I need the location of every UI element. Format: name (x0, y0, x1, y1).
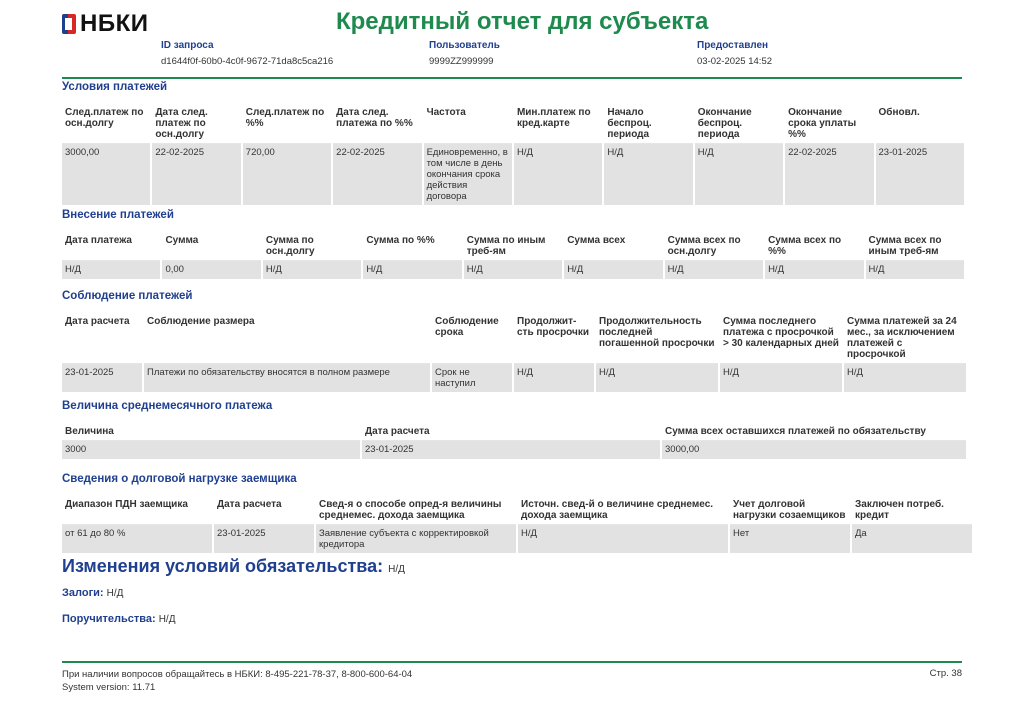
table-cell: Н/Д (695, 144, 783, 205)
column-header: Величина (62, 423, 360, 441)
page-title: Кредитный отчет для субъекта (336, 8, 709, 35)
column-header: Дата расчета (62, 313, 142, 364)
guarantees-label: Поручительства: (62, 613, 156, 625)
table-cell: Н/Д (866, 261, 965, 279)
table-cell: от 61 до 80 % (62, 525, 212, 553)
table-header-row (62, 232, 964, 261)
table-cell: Н/Д (514, 364, 594, 392)
column-header: Частота (424, 104, 512, 144)
table-cell: 22-02-2025 (785, 144, 873, 205)
request-id-value: d1644f0f-60b0-4c0f-9672-71da8c5ca216 (161, 56, 334, 67)
column-header: Диапазон ПДН заемщика (62, 496, 212, 525)
request-id-label: ID запроса (161, 40, 214, 51)
table-cell: 3000,00 (662, 441, 966, 459)
column-header: Продолжительность последней погашенной просрочки (596, 313, 718, 364)
payment-terms-table (60, 104, 966, 205)
table-cell: Н/Д (596, 364, 718, 392)
footer-version: System version: 11.71 (62, 682, 156, 693)
column-header: Сумма по осн.долгу (263, 232, 361, 261)
column-header: Сумма по иным треб-ям (464, 232, 562, 261)
column-header: Дата след. платежа по %% (333, 104, 421, 144)
nbki-logo-icon (62, 14, 76, 34)
payments-made-table (60, 232, 966, 279)
compliance-title: Соблюдение платежей (62, 290, 193, 302)
guarantees-row (62, 613, 175, 625)
user-label: Пользователь (429, 40, 500, 51)
logo-text: НБКИ (80, 10, 149, 37)
table-cell: 3000,00 (62, 144, 150, 205)
payment-terms-title: Условия платежей (62, 81, 168, 93)
table-header-row (62, 313, 966, 364)
column-header: Сумма всех по иным треб-ям (866, 232, 965, 261)
changes-heading (62, 556, 405, 577)
table-cell: Единовременно, в том числе в день окончания срока действия договора (424, 144, 512, 205)
column-header: Обновл. (876, 104, 964, 144)
table-row (62, 261, 964, 279)
table-header-row (62, 496, 972, 525)
column-header: Продолжит-сть просрочки (514, 313, 594, 364)
table-row (62, 144, 964, 205)
table-cell: Н/Д (844, 364, 966, 392)
column-header: Окончание беспроц. периода (695, 104, 783, 144)
column-header: Дата платежа (62, 232, 160, 261)
table-cell: Н/Д (62, 261, 160, 279)
table-cell: 22-02-2025 (333, 144, 421, 205)
column-header: След.платеж по осн.долгу (62, 104, 150, 144)
footer (62, 668, 412, 694)
column-header: Сумма всех оставшихся платежей по обязательству (662, 423, 966, 441)
column-header: Заключен потреб. кредит (852, 496, 972, 525)
footer-contact: При наличии вопросов обращайтесь в НБКИ: 8-495-221-78-37, 8-800-600-64-04 (62, 669, 413, 680)
column-header: Мин.платеж по кред.карте (514, 104, 602, 144)
column-header: Дата след. платеж по осн.долгу (152, 104, 240, 144)
request-id-block (161, 40, 333, 67)
table-cell: 3000 (62, 441, 360, 459)
table-cell: Н/Д (720, 364, 842, 392)
debt-load-title: Сведения о долговой нагрузке заемщика (62, 473, 297, 485)
column-header: Начало беспроц. периода (604, 104, 692, 144)
table-cell: 22-02-2025 (152, 144, 240, 205)
table-cell: 23-01-2025 (214, 525, 314, 553)
table-cell: Н/Д (514, 144, 602, 205)
provided-block (697, 40, 772, 67)
user-value: 9999ZZ999999 (429, 56, 494, 67)
pledges-row (62, 587, 123, 599)
debt-load-table (60, 496, 974, 553)
pledges-label: Залоги: (62, 587, 104, 599)
column-header: Соблюдение срока (432, 313, 512, 364)
table-cell: Н/Д (765, 261, 863, 279)
column-header: Дата расчета (362, 423, 660, 441)
changes-title: Изменения условий обязательства: (62, 556, 384, 576)
column-header: Дата расчета (214, 496, 314, 525)
table-cell: Да (852, 525, 972, 553)
avg-payment-title: Величина среднемесячного платежа (62, 400, 273, 412)
column-header: Сумма (162, 232, 260, 261)
table-cell: 720,00 (243, 144, 331, 205)
column-header: Сумма всех (564, 232, 662, 261)
guarantees-value: Н/Д (158, 614, 176, 625)
footer-divider (62, 661, 962, 663)
column-header: Соблюдение размера (144, 313, 430, 364)
provided-value: 03-02-2025 14:52 (697, 56, 773, 67)
page-number: Стр. 38 (929, 668, 962, 679)
table-cell: Нет (730, 525, 850, 553)
table-header-row (62, 423, 966, 441)
column-header: Сумма всех по осн.долгу (665, 232, 763, 261)
table-cell: Н/Д (604, 144, 692, 205)
table-cell: 23-01-2025 (62, 364, 142, 392)
column-header: Окончание срока уплаты %% (785, 104, 873, 144)
table-cell: 23-01-2025 (876, 144, 964, 205)
column-header: Сумма всех по %% (765, 232, 863, 261)
column-header: Свед-я о способе опред-я величины среднемес. дохода заемщика (316, 496, 516, 525)
provided-label: Предоставлен (697, 40, 769, 51)
column-header: Сумма последнего платежа с просрочкой > 30 календарных дней (720, 313, 842, 364)
table-cell: Заявление субъекта с корректировкой кредитора (316, 525, 516, 553)
header-divider (62, 77, 962, 79)
column-header: След.платеж по %% (243, 104, 331, 144)
avg-payment-table (60, 423, 968, 459)
column-header: Сумма платежей за 24 мес., за исключением платежей с просрочкой (844, 313, 966, 364)
column-header: Источн. свед-й о величине среднемес. дохода заемщика (518, 496, 728, 525)
table-cell: Н/Д (363, 261, 461, 279)
table-cell: Н/Д (464, 261, 562, 279)
table-cell: Н/Д (665, 261, 763, 279)
table-cell: Н/Д (263, 261, 361, 279)
changes-value: Н/Д (388, 564, 405, 575)
table-header-row (62, 104, 964, 144)
table-cell: 0,00 (162, 261, 260, 279)
table-cell: Н/Д (518, 525, 728, 553)
payments-made-title: Внесение платежей (62, 209, 174, 221)
table-row (62, 441, 966, 459)
table-cell: Платежи по обязательству вносятся в полном размере (144, 364, 430, 392)
table-row (62, 525, 972, 553)
nbki-logo (62, 10, 148, 38)
table-cell: 23-01-2025 (362, 441, 660, 459)
table-row (62, 364, 966, 392)
pledges-value: Н/Д (106, 588, 124, 599)
table-cell: Н/Д (564, 261, 662, 279)
column-header: Сумма по %% (363, 232, 461, 261)
user-block (429, 40, 500, 67)
table-cell: Срок не наступил (432, 364, 512, 392)
column-header: Учет долговой нагрузки созаемщиков (730, 496, 850, 525)
compliance-table (60, 313, 968, 392)
